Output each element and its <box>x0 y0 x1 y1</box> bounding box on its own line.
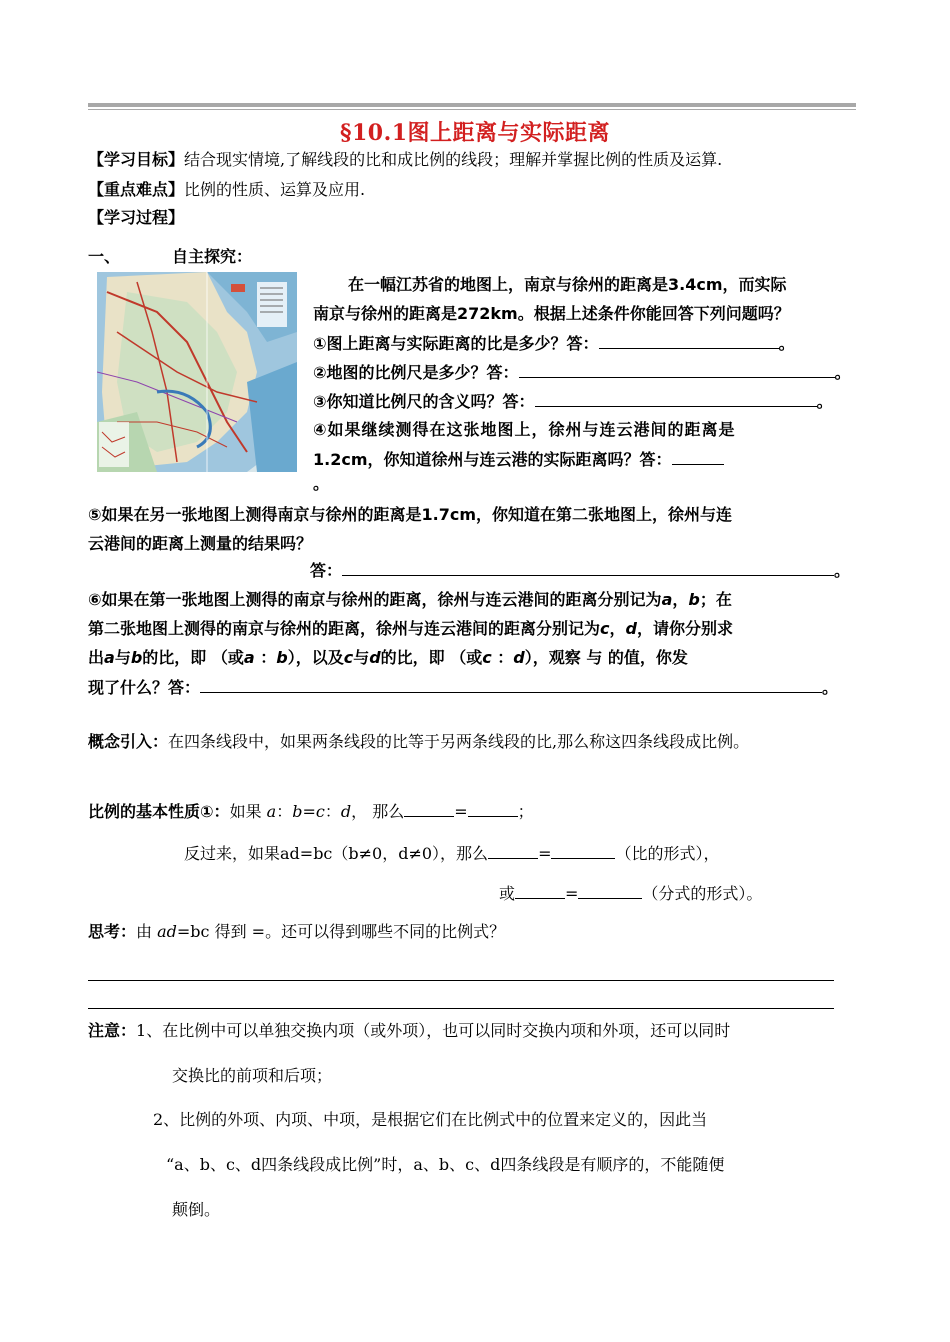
property-l1i: ， 那么 <box>351 802 405 821</box>
question-2 <box>313 362 851 383</box>
q6c-3: 的比，即 （或 <box>142 648 244 667</box>
property-blank-6[interactable] <box>578 883 642 899</box>
question-6a-text: ⑥如果在第一张地图上测得的南京与徐州的距离，徐州与连云港间的距离分别记为 <box>88 590 662 609</box>
question-5-answer-label: 答： <box>310 561 343 580</box>
question-4b-text: 1.2cm，你知道徐州与连云港的实际距离吗？答： <box>313 450 672 469</box>
think-t3: =bc 得到 =。还可以得到哪些不同的比例式？ <box>176 922 506 941</box>
question-3-text: ③你知道比例尺的含义吗？答： <box>313 392 535 411</box>
process-label: 【学习过程】 <box>88 208 185 227</box>
var-d-2: d <box>369 648 381 667</box>
note-label: 注意： <box>88 1021 137 1040</box>
keypoints-text: 比例的性质、运算及应用. <box>184 180 366 199</box>
property-eq-4: = <box>565 884 579 903</box>
q6c-6: ），观察 与 的值，你发 <box>524 648 688 667</box>
question-4-end: 。 <box>313 474 330 493</box>
question-6d-text: 现了什么？答： <box>88 678 201 697</box>
var-c: c <box>600 619 610 638</box>
objectives-text: 结合现实情境,了解线段的比和成比例的线段；理解并掌握比例的性质及运算. <box>184 150 723 169</box>
question-5-answer <box>310 560 850 581</box>
question-1 <box>313 333 795 354</box>
think-ad: ad <box>157 922 177 941</box>
property-label: 比例的基本性质①： <box>88 802 230 821</box>
property-blank-1[interactable] <box>404 801 454 817</box>
question-6b-tail: ，请你分别求 <box>636 619 733 638</box>
question-2-end: 。 <box>834 363 851 382</box>
note-line-2b: “a、b、c、d四条线段成比例”时，a、b、c、d四条线段是有顺序的，不能随便 <box>166 1155 725 1174</box>
section1-num: 一、 <box>88 247 121 266</box>
comma-1: ， <box>672 590 689 609</box>
question-4a: ④如果继续测得在这张地图上，徐州与连云港间的距离是 <box>313 420 736 439</box>
property-line-3 <box>499 883 762 904</box>
answer-blank-2[interactable] <box>519 362 835 378</box>
property-blank-3[interactable] <box>488 843 538 859</box>
q6c-2: 与 <box>114 648 131 667</box>
question-6a-tail: 在 <box>715 590 732 609</box>
note-line-2c: 颠倒。 <box>172 1200 221 1219</box>
page-title: §10.1图上距离与实际距离 <box>339 120 611 146</box>
keypoints-label: 【重点难点】 <box>88 180 185 199</box>
note-line-1b: 交换比的前项和后项； <box>172 1066 333 1085</box>
question-5-end: 。 <box>834 561 851 580</box>
think-label: 思考： <box>88 922 137 941</box>
answer-blank-1[interactable] <box>599 333 779 349</box>
colon-1: ： <box>254 648 277 667</box>
property-l1a: 如果 <box>229 802 267 821</box>
property-blank-4[interactable] <box>551 843 615 859</box>
jiangsu-map-image <box>97 272 297 472</box>
property-eq-3: = <box>538 844 552 863</box>
think-answer-line-1[interactable] <box>88 980 834 981</box>
question-2-text: ②地图的比例尺是多少？答： <box>313 363 519 382</box>
property-l3a: 或 <box>499 884 516 903</box>
think-answer-line-2[interactable] <box>88 1008 834 1009</box>
property-colon-2: ： <box>324 802 341 821</box>
answer-blank-5[interactable] <box>342 560 834 576</box>
section1-heading <box>88 247 252 267</box>
intro-line-2: 南京与徐州的距离是272km。根据上述条件你能回答下列问题吗？ <box>313 304 790 323</box>
comma-2: ， <box>609 619 626 638</box>
intro-line-1: 在一幅江苏省的地图上，南京与徐州的距离是3.4cm，而实际 <box>348 275 787 294</box>
var-b: b <box>688 590 700 609</box>
property-semi: ； <box>517 802 534 821</box>
question-5a: ⑤如果在另一张地图上测得南京与徐州的距离是1.7cm，你知道在第二张地图上，徐州与连 <box>88 505 733 524</box>
var-d-3: d <box>513 648 525 667</box>
question-6-end: 。 <box>822 678 839 697</box>
property-var-c: c <box>315 802 325 821</box>
colon-2: ： <box>491 648 514 667</box>
var-c-2: c <box>343 648 354 667</box>
header-rule-thick <box>88 103 856 107</box>
question-6a <box>88 590 732 610</box>
var-a-3: a <box>243 648 255 667</box>
property-eq-2: = <box>454 802 468 821</box>
objectives-line <box>88 150 722 170</box>
var-c-3: c <box>482 648 492 667</box>
question-6b-text: 第二张地图上测得的南京与徐州的距离，徐州与连云港间的距离分别记为 <box>88 619 601 638</box>
var-a: a <box>661 590 673 609</box>
note-line-2a: 2、比例的外项、内项、中项，是根据它们在比例式中的位置来定义的，因此当 <box>153 1110 708 1129</box>
question-3-end: 。 <box>816 392 833 411</box>
property-blank-5[interactable] <box>515 883 565 899</box>
question-6d <box>88 677 838 698</box>
semicolon-1: ； <box>699 590 716 609</box>
question-6b <box>88 619 733 639</box>
concept-label: 概念引入： <box>88 732 169 751</box>
var-b-3: b <box>276 648 288 667</box>
header-rule-thin <box>88 109 856 110</box>
property-var-d: d <box>340 802 352 821</box>
think-line <box>88 922 505 942</box>
concept-text: 在四条线段中，如果两条线段的比等于另两条线段的比,那么称这四条线段成比例。 <box>168 732 750 751</box>
var-b-2: b <box>130 648 143 667</box>
q6c-5: 的比，即 （或 <box>380 648 483 667</box>
answer-blank-4[interactable] <box>672 449 724 465</box>
note-1a: 1、在比例中可以单独交换内项（或外项），也可以同时交换内项和外项，还可以同时 <box>136 1021 731 1040</box>
question-1-text: ①图上距离与实际距离的比是多少？答： <box>313 334 599 353</box>
answer-blank-3[interactable] <box>535 391 817 407</box>
property-line-1 <box>88 801 534 822</box>
property-colon-1: ： <box>276 802 293 821</box>
q6c-1: 出 <box>88 648 105 667</box>
answer-blank-6[interactable] <box>200 677 822 693</box>
property-l3b: （分式的形式）。 <box>642 884 763 903</box>
property-blank-2[interactable] <box>468 801 518 817</box>
keypoints-line <box>88 180 365 200</box>
question-6c <box>88 648 688 668</box>
q6c-4: ），以及 <box>287 648 344 667</box>
question-3 <box>313 391 833 412</box>
property-line-2 <box>184 843 719 864</box>
note-line-1 <box>88 1021 730 1041</box>
think-t1: 由 <box>136 922 158 941</box>
question-5b: 云港间的距离上测量的结果吗？ <box>88 534 313 553</box>
section1-title: 自主探究： <box>172 247 253 266</box>
property-l2a: 反过来，如果ad=bc（b≠0，d≠0），那么 <box>184 844 489 863</box>
question-4b <box>313 449 724 470</box>
objectives-label: 【学习目标】 <box>88 150 185 169</box>
property-eq-1: = <box>302 802 316 821</box>
property-var-a: a <box>266 802 277 821</box>
var-a-2: a <box>104 648 115 667</box>
var-d: d <box>625 619 637 638</box>
q6c-with: 与 <box>353 648 370 667</box>
concept-line <box>88 732 749 752</box>
property-var-b: b <box>292 802 303 821</box>
question-1-end: 。 <box>778 334 795 353</box>
property-l2b: （比的形式）， <box>615 844 720 863</box>
